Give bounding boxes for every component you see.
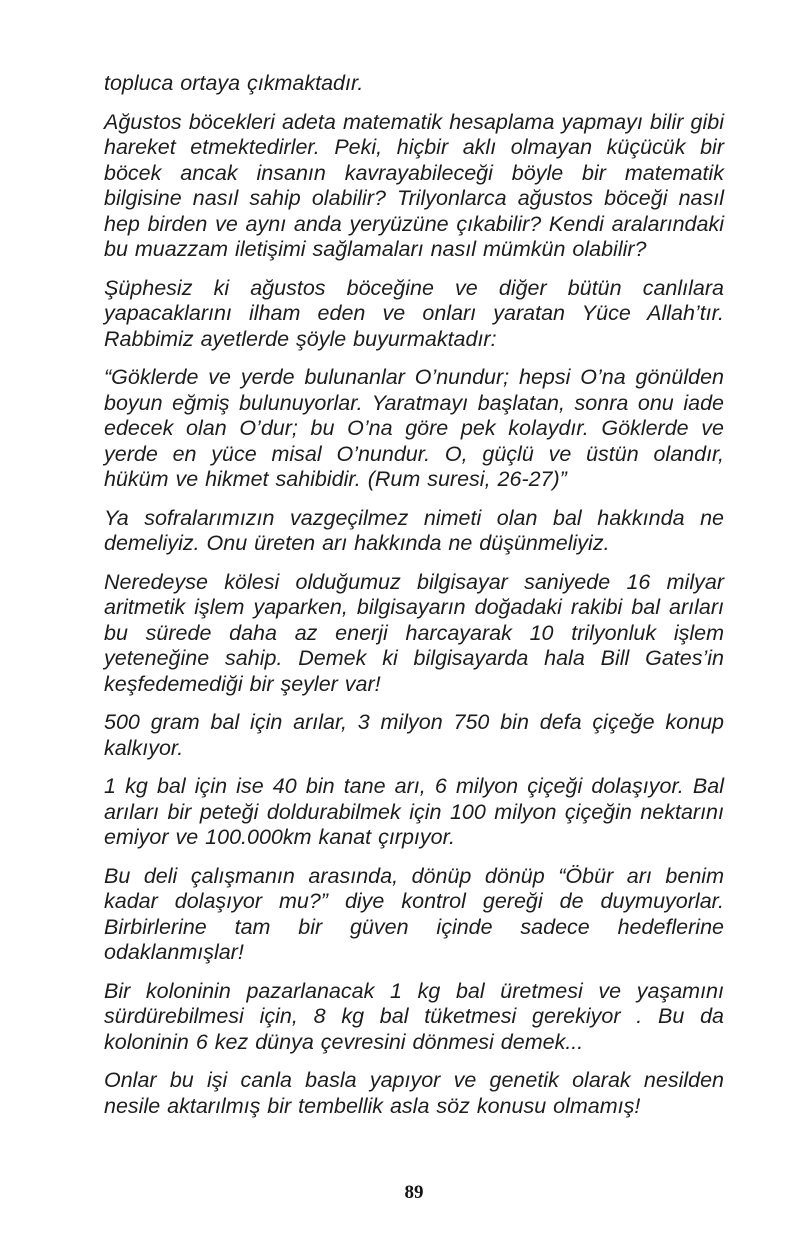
paragraph: Ya sofralarımızın vazgeçilmez nimeti olan bal hakkında ne demeliyiz. Onu üreten arı hakkında ne düşünmeliyiz. [104, 505, 724, 555]
page-number: 89 [404, 1182, 424, 1203]
paragraph: Neredeyse kölesi olduğumuz bilgisayar saniyede 16 milyar aritmetik işlem yaparken, bilgisayarın doğadaki rakibi bal arıları bu sürede daha az enerji harcayarak 10 trilyonluk işlem yeteneğine sahip. Demek ki bilgisayarda hala Bill Gates’in keşfedemediği bir şeyler var! [104, 569, 724, 696]
paragraph: “Göklerde ve yerde bulunanlar O’nundur; hepsi O’na gönülden boyun eğmiş bulunuyorlar. Yaratmayı başlatan, sonra onu iade edecek olan O’dur; bu O’na göre pek kolaydır. Göklerde ve yerde en yüce misal O’nundur. O, güçlü ve üstün olandır, hüküm ve hikmet sahibidir. (Rum suresi, 26-27)” [104, 365, 724, 491]
page-text-block [104, 71, 724, 1132]
paragraph: Bir koloninin pazarlanacak 1 kg bal üretmesi ve yaşamını sürdürebilmesi için, 8 kg bal tüketmesi gerekiyor . Bu da koloninin 6 kez dünya çevresini dönmesi demek... [104, 978, 724, 1054]
paragraph: Ağustos böcekleri adeta matematik hesaplama yapmayı bilir gibi hareket etmektedirler. Peki, hiçbir aklı olmayan küçücük bir böcek ancak insanın kavrayabileceği böyle bir matematik bilgisine nasıl sahip olabilir? Trilyonlarca ağustos böceği nasıl hep birden ve aynı anda yeryüzüne çıkabilir? Kendi aralarındaki bu muazzam iletişimi sağlamaları nasıl mümkün olabilir? [104, 109, 724, 261]
paragraph: topluca ortaya çıkmaktadır. [104, 71, 364, 95]
paragraph: Onlar bu işi canla basla yapıyor ve genetik olarak nesilden nesile aktarılmış bir tembellik asla söz konusu olmamış! [104, 1068, 724, 1118]
paragraph: 1 kg bal için ise 40 bin tane arı, 6 milyon çiçeği dolaşıyor. Bal arıları bir peteği doldurabilmek için 100 milyon çiçeğin nektarını emiyor ve 100.000km kanat çırpıyor. [104, 774, 724, 849]
paragraph: 500 gram bal için arılar, 3 milyon 750 bin defa çiçeğe konup kalkıyor. [104, 710, 724, 760]
paragraph: Şüphesiz ki ağustos böceğine ve diğer bütün canlılara yapacaklarını ilham eden ve onları yaratan Yüce Allah’tır. Rabbimiz ayetlerde şöyle buyurmaktadır: [104, 275, 724, 351]
paragraph: Bu deli çalışmanın arasında, dönüp dönüp “Öbür arı benim kadar dolaşıyor mu?” diye kontrol gereği de duymuyorlar. Birbirlerine tam bir güven içinde sadece hedeflerine odaklanmışlar! [104, 863, 724, 964]
